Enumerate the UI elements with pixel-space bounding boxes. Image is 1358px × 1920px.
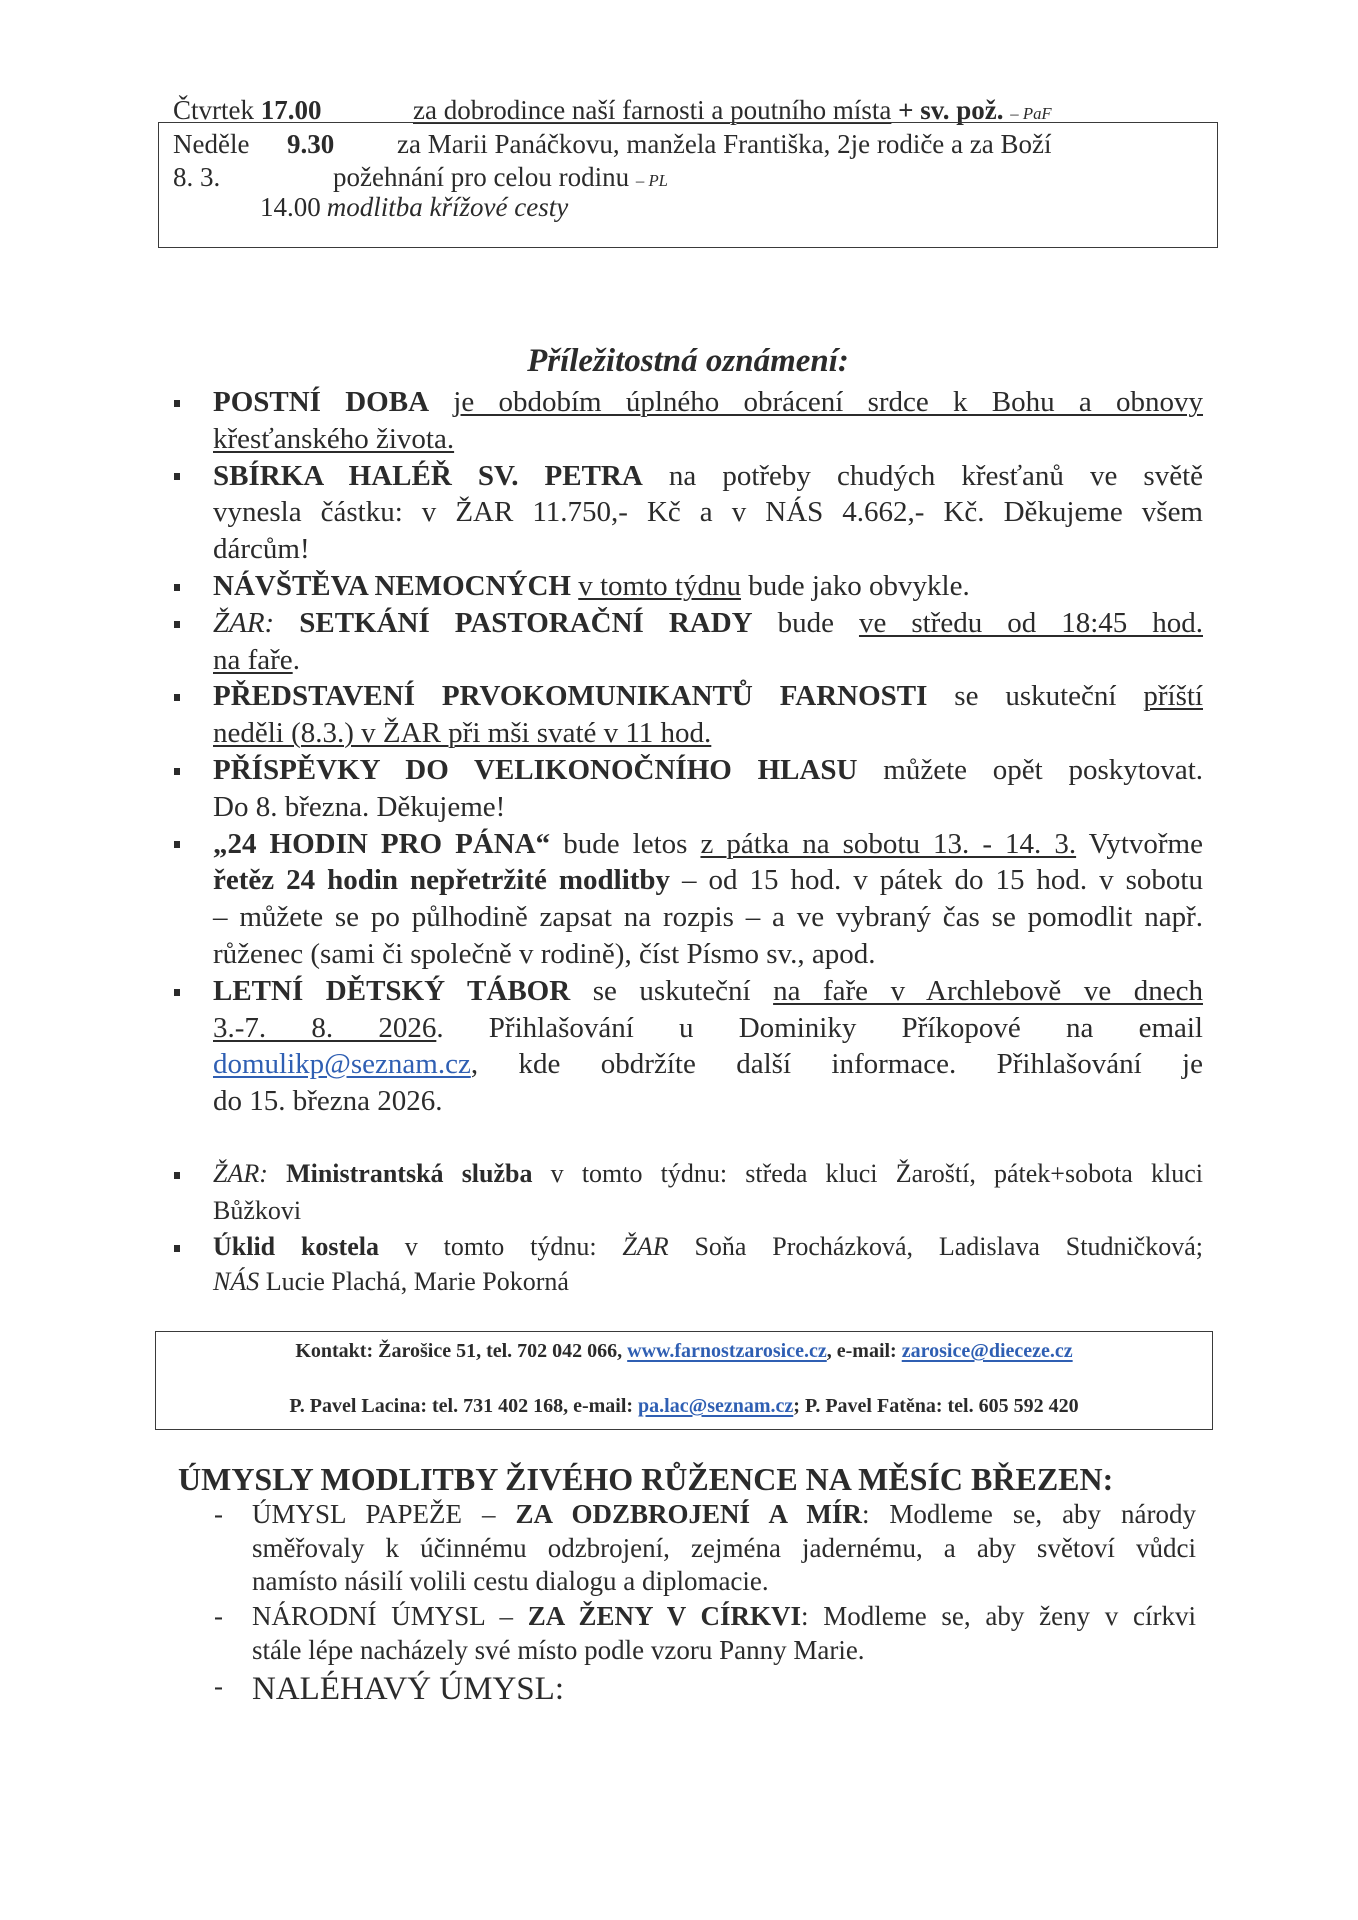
italic-text: ŽAR: [213, 1159, 268, 1188]
sunday-intention-line2: požehnání pro celou rodinu [333, 162, 630, 192]
underlined-text: na faře v Archlebově ve dnech [773, 975, 1203, 1007]
thursday-extra: + sv. pož. [898, 95, 1004, 125]
text-segment: do 15. března 2026. [213, 1085, 443, 1117]
announcement-line [213, 830, 1203, 859]
text-segment: , e-mail: [826, 1340, 902, 1362]
sunday-afternoon-time: 14.00 [260, 192, 321, 222]
rosary-line [252, 1637, 865, 1664]
bold-text: PŘEDSTAVENÍ PRVOKOMUNIKANTŮ FARNOSTI [213, 680, 928, 712]
bullet-icon [174, 768, 180, 775]
bullet-icon [174, 841, 180, 848]
dash-marker: - [214, 1671, 223, 1701]
rosary-line [252, 1603, 1196, 1630]
text-segment: stále lépe nacházely své místo podle vzoru Panny Marie. [252, 1635, 865, 1665]
announcement-line [213, 793, 505, 822]
underlined-text: příští [1143, 680, 1203, 712]
announcement-line [213, 609, 1203, 638]
bold-text: SBÍRKA HALÉŘ SV. PETRA [213, 460, 643, 492]
announcement-line [213, 903, 1203, 932]
thursday-intention-row [413, 97, 1052, 124]
text-segment: bude [752, 607, 859, 639]
text-segment: dárcům! [213, 533, 310, 565]
text-segment: – od 15 hod. v pátek do 15 hod. v sobotu [670, 864, 1203, 896]
text-segment: NALÉHAVÝ ÚMYSL: [252, 1671, 564, 1707]
rosary-line [252, 1535, 1196, 1562]
text-segment: NÁRODNÍ ÚMYSL – [252, 1601, 528, 1631]
rosary-line [252, 1501, 1196, 1528]
bullet-icon [174, 1245, 180, 1252]
bullet-icon [174, 1172, 180, 1179]
bullet-icon [174, 584, 180, 591]
announcement-line [213, 425, 454, 454]
text-segment: , kde obdržíte další informace. Přihlašování je [470, 1048, 1203, 1080]
underlined-text: v tomto týdnu [578, 570, 741, 602]
bold-text: SETKÁNÍ PASTORAČNÍ RADY [299, 607, 753, 639]
bold-text: ZA ODZBROJENÍ A MÍR [515, 1499, 862, 1529]
text-segment: – můžete se po půlhodině zapsat na rozpis – a ve vybraný čas se pomodlit např. [213, 901, 1203, 933]
thursday-day: Čtvrtek [173, 95, 254, 125]
italic-text: ŽAR: [213, 607, 275, 639]
text-segment: na potřeby chudých křesťanů ve světě [642, 460, 1203, 492]
text-segment [429, 386, 453, 418]
text-segment: ÚMYSL PAPEŽE – [252, 1499, 516, 1529]
italic-text: NÁS [213, 1267, 260, 1296]
text-segment: : Modleme se, aby ženy v církvi [800, 1601, 1196, 1631]
bold-text: ZA ŽENY V CÍRKVI [527, 1601, 801, 1631]
service-line [213, 1161, 1203, 1187]
underlined-text: 3.-7. 8. 2026 [213, 1012, 437, 1044]
underlined-text: na faře [213, 644, 293, 676]
bold-text: Ministrantská služba [286, 1159, 533, 1188]
text-segment: . Přihlašování u Dominiky Příkopové na email [436, 1012, 1203, 1044]
announcement-line [213, 1050, 1203, 1079]
bold-text: POSTNÍ DOBA [213, 386, 430, 418]
sunday-time: 9.30 [287, 129, 335, 159]
dash-marker: - [214, 1601, 223, 1631]
sunday-afternoon-row [260, 194, 568, 221]
bold-text: „24 HODIN PRO PÁNA“ [213, 828, 551, 860]
text-segment: Bůžkovi [213, 1196, 302, 1225]
thursday-intention: za dobrodince naší farnosti a poutního místa [413, 95, 892, 125]
announcement-line [213, 388, 1203, 417]
underlined-text: ve středu od 18:45 hod. [858, 607, 1203, 639]
announcement-line [213, 572, 970, 601]
text-segment: směřovaly k účinnému odzbrojení, zejména jadernému, a aby světoví vůdci [252, 1533, 1196, 1563]
text-segment: vynesla částku: v ŽAR 11.750,- Kč a v NÁS 4.662,- Kč. Děkujeme všem [213, 496, 1203, 528]
thursday-priest: – PaF [1010, 104, 1052, 123]
bold-text: Úklid kostela [213, 1232, 379, 1261]
bold-text: NÁVŠTĚVA NEMOCNÝCH [213, 570, 571, 602]
announcement-line [213, 977, 1203, 1006]
text-segment: v tomto týdnu: [378, 1232, 623, 1261]
underlined-text: je obdobím úplného obrácení srdce k Bohu a obnovy [453, 386, 1204, 418]
text-segment: Kontakt: Žarošice 51, tel. 702 042 066, [295, 1340, 628, 1362]
text-segment: ; P. Pavel Fatěna: tel. 605 592 420 [793, 1395, 1079, 1417]
service-line [213, 1269, 569, 1295]
announcement-line [213, 756, 1203, 785]
service-line [213, 1198, 301, 1224]
email-link[interactable]: domulikp@seznam.cz [213, 1048, 471, 1080]
text-segment: Soňa Procházková, Ladislava Studničková; [668, 1232, 1203, 1261]
sunday-intention-line1: za Marii Panáčkovu, manžela Františka, 2je rodiče a za Boží [397, 129, 1052, 159]
bold-text: PŘÍSPĚVKY DO VELIKONOČNÍHO HLASU [213, 754, 858, 786]
sunday-intention-line2-row [333, 164, 668, 191]
text-segment: : Modleme se, aby národy [861, 1499, 1196, 1529]
email-link[interactable]: zarosice@dieceze.cz [901, 1340, 1073, 1362]
bullet-icon [174, 621, 180, 628]
announcement-line [213, 1014, 1203, 1043]
text-segment: růženec (sami či společně v rodině), číst Písmo sv., apod. [213, 938, 876, 970]
text-segment: namísto násilí volili cestu dialogu a diplomacie. [252, 1566, 769, 1596]
announcement-line [213, 1087, 443, 1116]
announcement-line [213, 719, 711, 748]
text-segment [274, 607, 299, 639]
website-link[interactable]: www.farnostzarosice.cz [627, 1340, 827, 1362]
announcement-line [213, 866, 1203, 895]
announcement-line [213, 498, 1203, 527]
contact-line [155, 1341, 1213, 1361]
text-segment: Lucie Plachá, Marie Pokorná [259, 1267, 569, 1296]
text-segment [268, 1159, 286, 1188]
sunday-afternoon-event: modlitba křížové cesty [326, 192, 569, 222]
text-segment: . [292, 644, 300, 676]
email-link[interactable]: pa.lac@seznam.cz [638, 1395, 794, 1417]
underlined-text: křesťanského života. [213, 423, 455, 455]
bullet-icon [174, 473, 180, 480]
announcement-line [213, 462, 1203, 491]
sunday-date: 8. 3. [173, 162, 221, 192]
bullet-icon [174, 694, 180, 701]
text-segment: bude letos [550, 828, 701, 860]
announcement-line [213, 682, 1203, 711]
bullet-icon [174, 400, 180, 407]
bold-text: LETNÍ DĚTSKÝ TÁBOR [213, 975, 571, 1007]
text-segment: můžete opět poskytovat. [857, 754, 1203, 786]
thursday-time: 17.00 [260, 95, 322, 125]
underlined-text: z pátka na sobotu 13. - 14. 3. [700, 828, 1077, 860]
italic-text: ŽAR [622, 1232, 669, 1261]
contact-line [155, 1396, 1213, 1416]
thursday-row [173, 97, 322, 124]
service-line [213, 1234, 1203, 1260]
rosary-line [252, 1568, 769, 1595]
rosary-title: ÚMYSLY MODLITBY ŽIVÉHO RŮŽENCE NA MĚSÍC BŘEZEN: [178, 1461, 1114, 1497]
sunday-priest: – PL [635, 171, 668, 190]
rosary-line [252, 1673, 564, 1706]
dash-marker: - [214, 1499, 223, 1529]
text-segment: se uskuteční [570, 975, 774, 1007]
text-segment: bude jako obvykle. [740, 570, 970, 602]
text-segment: v tomto týdnu: středa kluci Žaroští, pátek+sobota kluci [532, 1159, 1204, 1188]
announcement-line [213, 535, 310, 564]
bullet-icon [174, 989, 180, 996]
underlined-text: neděli (8.3.) v ŽAR při mši svaté v 11 hod. [213, 717, 712, 749]
text-segment: Vytvořme [1076, 828, 1203, 860]
text-segment: P. Pavel Lacina: tel. 731 402 168, e-mail: [289, 1395, 639, 1417]
bold-text: řetěz 24 hodin nepřetržité modlitby [213, 864, 671, 896]
sunday-day: Neděle [173, 129, 250, 159]
announcement-line [213, 940, 876, 969]
announcements-title: Příležitostná oznámení: [527, 343, 849, 379]
text-segment: Do 8. března. Děkujeme! [213, 791, 506, 823]
text-segment: se uskuteční [927, 680, 1144, 712]
announcement-line [213, 646, 300, 675]
